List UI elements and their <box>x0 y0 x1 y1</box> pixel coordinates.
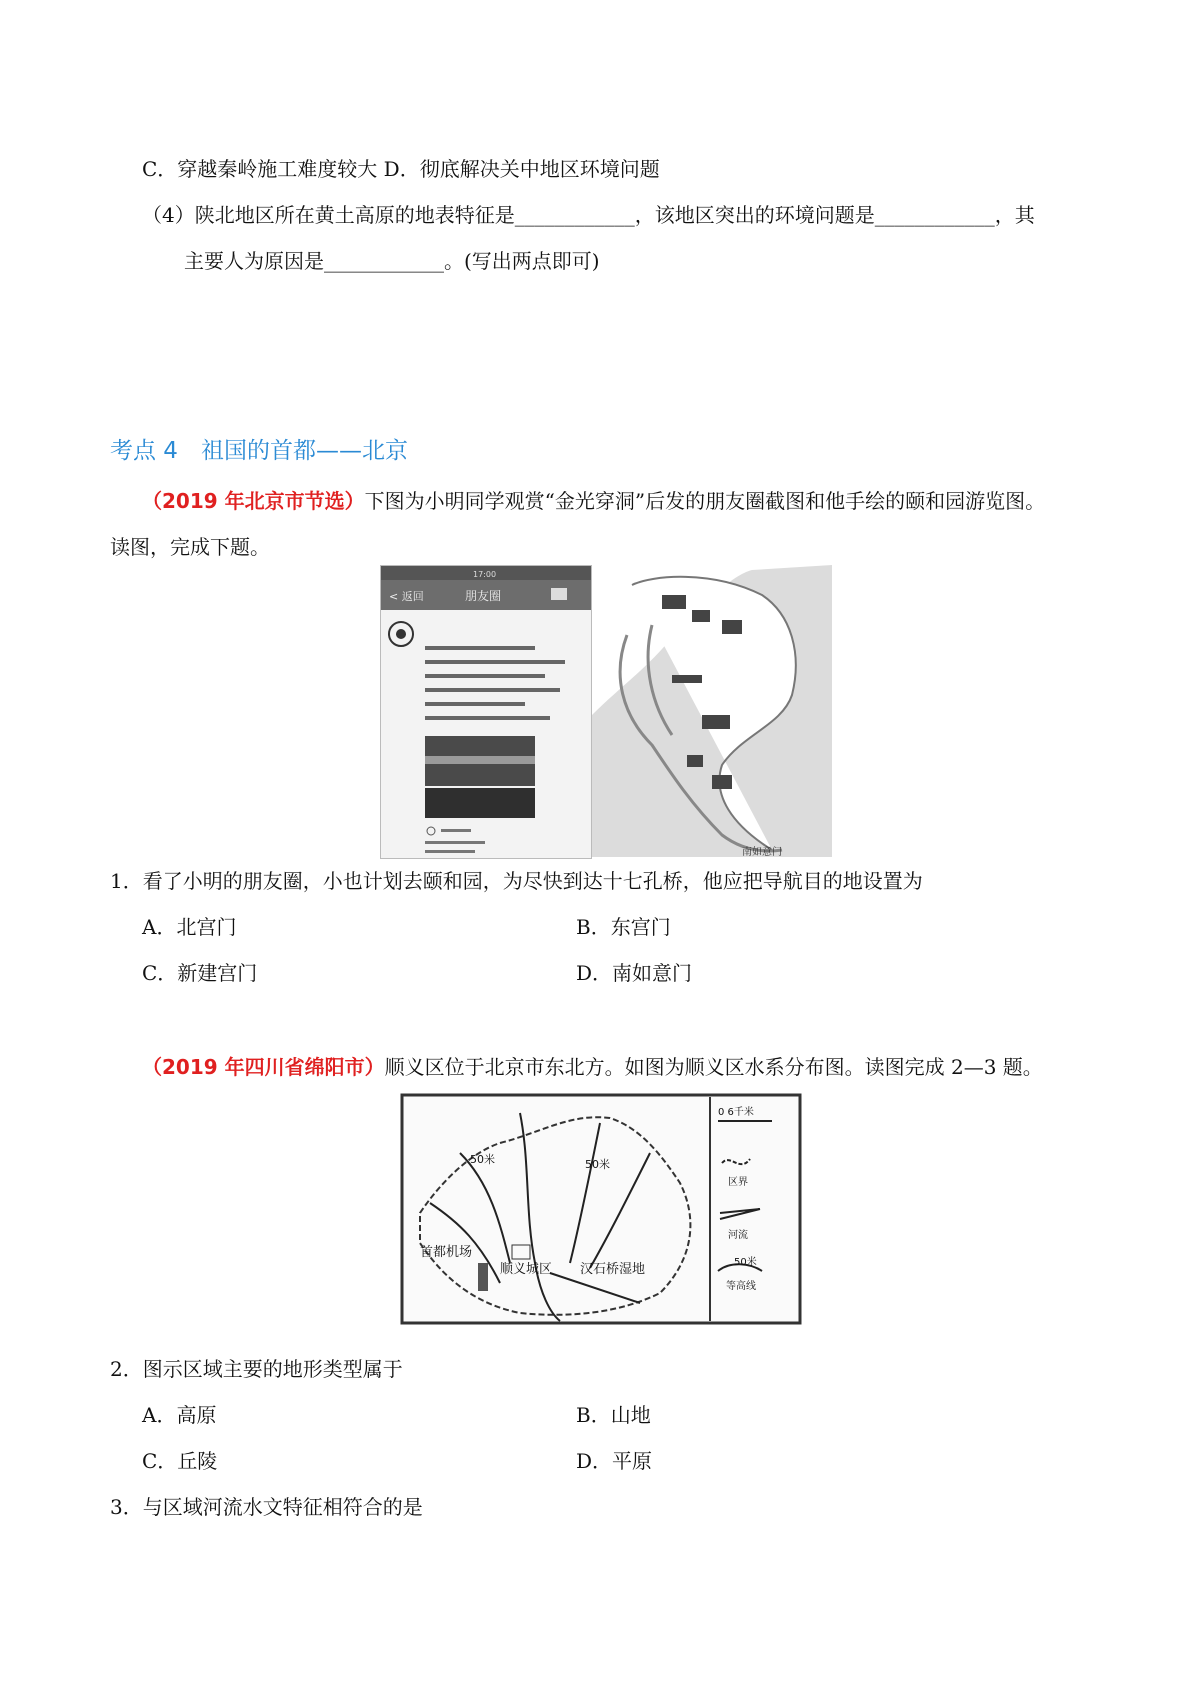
section-heading: 考点 4 祖国的首都——北京 <box>110 438 408 464</box>
shunyi-water-map <box>400 1093 802 1325</box>
scale-label: 0 6千米 <box>718 1107 754 1118</box>
q1-option-b[interactable]: B．东宫门 <box>576 915 671 939</box>
q1-option-c[interactable]: C．新建宫门 <box>142 961 258 985</box>
intro-source: （2019 年北京市节选） <box>142 489 365 513</box>
airport-label: 首都机场 <box>420 1245 473 1260</box>
q1-option-a[interactable]: A．北宫门 <box>142 915 237 939</box>
intro-line-2: 读图，完成下题。 <box>110 535 270 559</box>
intro-line-1 <box>142 487 1045 515</box>
contour-label-2: 50米 <box>585 1158 610 1171</box>
option-line-c: C．穿越秦岭施工难度较大 D．彻底解决关中地区环境问题 <box>142 157 660 181</box>
legend-contour: 等高线 <box>726 1281 756 1292</box>
wechat-moments-screenshot <box>380 565 592 859</box>
legend-boundary: 区界 <box>728 1177 748 1188</box>
summer-palace-map <box>592 565 832 857</box>
phone-time: 17:00 <box>473 570 497 579</box>
q2-option-b[interactable]: B．山地 <box>576 1403 651 1427</box>
summer-palace-svg <box>592 565 832 857</box>
question-4-line-1: （4）陕北地区所在黄土高原的地表特征是____________，该地区突出的环境问题是____________，其 <box>142 203 1035 227</box>
q2-option-c[interactable]: C．丘陵 <box>142 1449 218 1473</box>
contour-label-1: 50米 <box>470 1153 495 1166</box>
wetland-label: 汉石桥湿地 <box>580 1262 646 1277</box>
south-gate-label: 南如意门 <box>742 847 782 857</box>
shunyi-text: 顺义区位于北京市东北方。如图为顺义区水系分布图。读图完成 2—3 题。 <box>384 1055 1043 1079</box>
q2-option-d[interactable]: D．平原 <box>576 1449 653 1473</box>
q1-stem: 1．看了小明的朋友圈，小也计划去颐和园，为尽快到达十七孔桥，他应把导航目的地设置为 <box>110 869 923 893</box>
shunyi-source: （2019 年四川省绵阳市） <box>142 1055 385 1079</box>
phone-back-label: < 返回 <box>389 590 424 603</box>
shunyi-map-svg <box>400 1093 802 1325</box>
q3-stem: 3．与区域河流水文特征相符合的是 <box>110 1495 423 1519</box>
question-4-line-2: 主要人为原因是____________。(写出两点即可) <box>184 249 600 273</box>
q2-option-a[interactable]: A．高原 <box>142 1403 217 1427</box>
intro-text: 下图为小明同学观赏“金光穿洞”后发的朋友圈截图和他手绘的颐和园游览图。 <box>364 489 1046 513</box>
phone-screen-svg <box>381 566 591 858</box>
shunyi-intro <box>142 1053 1043 1081</box>
legend-river: 河流 <box>728 1230 748 1241</box>
legend-contour-value: 50米 <box>734 1257 757 1268</box>
q1-option-d[interactable]: D．南如意门 <box>576 961 693 985</box>
airport-runway-icon <box>478 1263 488 1291</box>
q2-stem: 2．图示区域主要的地形类型属于 <box>110 1357 403 1381</box>
city-label: 顺义城区 <box>500 1262 553 1277</box>
phone-title: 朋友圈 <box>465 589 502 603</box>
